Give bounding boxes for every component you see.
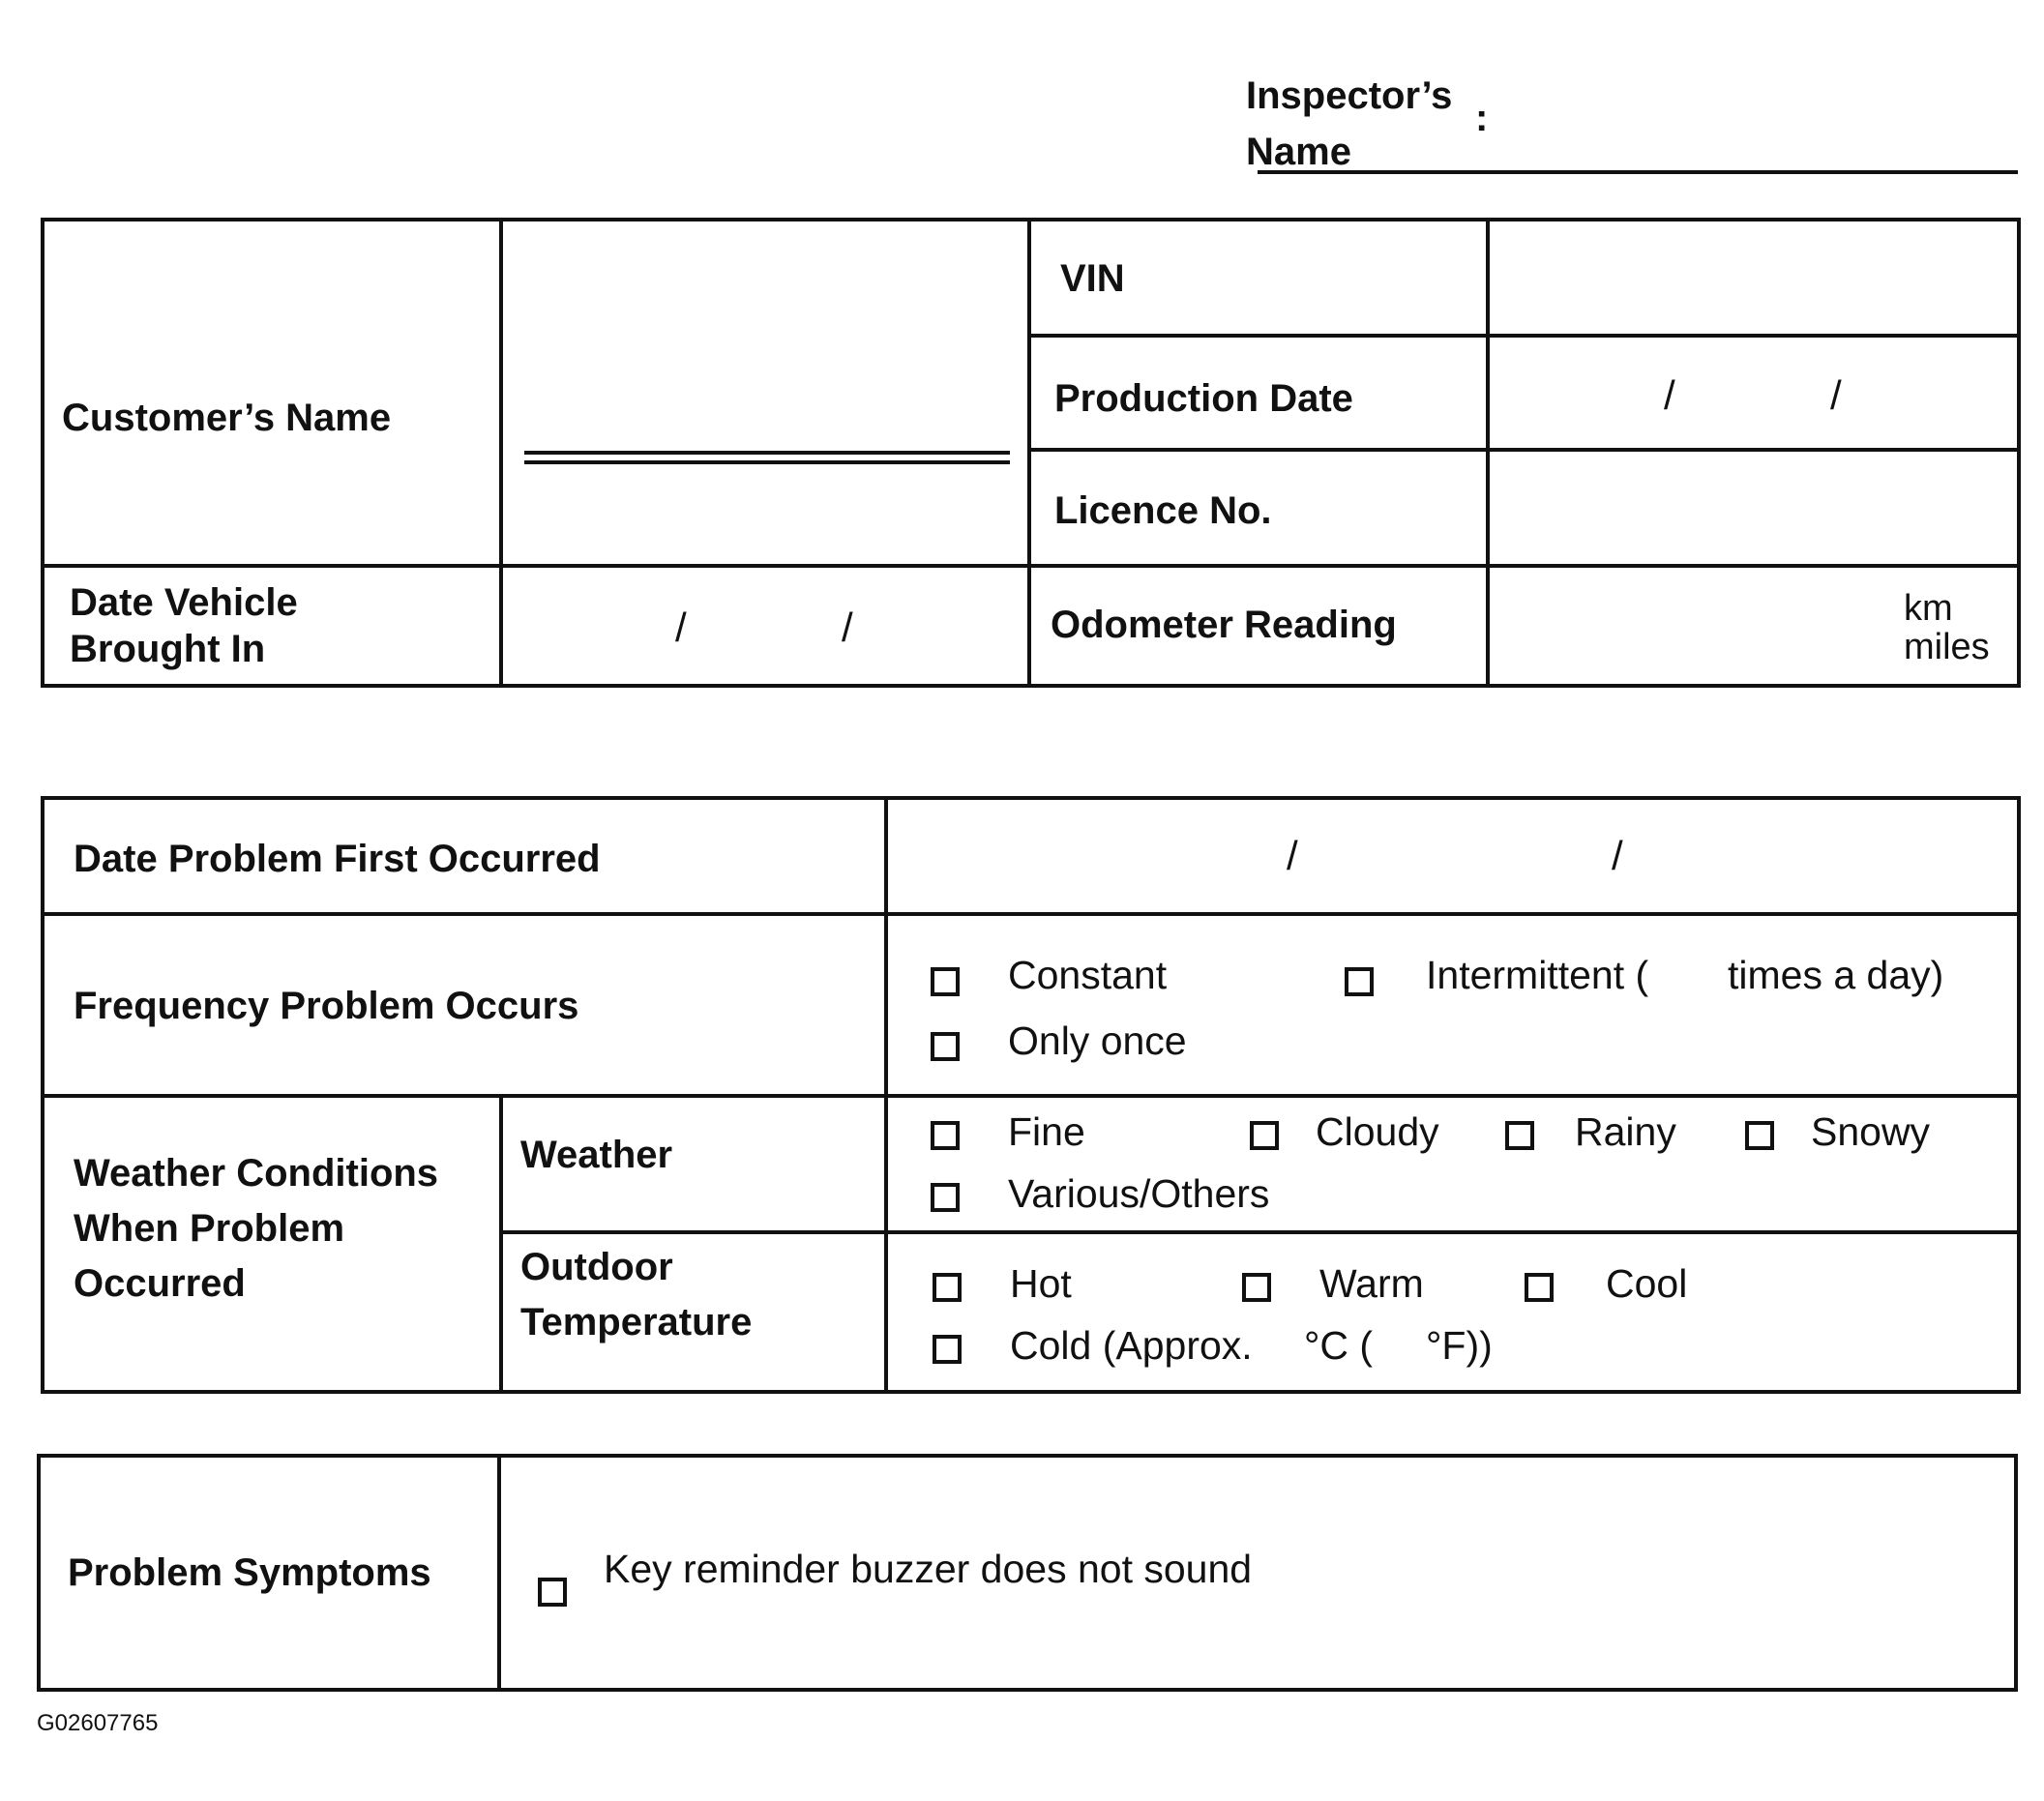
weather-options-cell (886, 1096, 2019, 1232)
frequency-label-cell (43, 914, 886, 1096)
odometer-label-cell (1029, 566, 1488, 686)
vin-label: VIN (1060, 257, 1125, 300)
unit-miles: miles (1904, 627, 1990, 667)
checkbox-cold[interactable] (933, 1335, 962, 1364)
customer-name-double-line (524, 451, 1010, 464)
temperature-label-cell (501, 1232, 886, 1392)
option-cold: Cold (Approx. (1010, 1323, 1253, 1368)
odometer-label: Odometer Reading (1051, 604, 1397, 646)
inspector-label (1246, 68, 1452, 180)
date-brought-in-line1: Date Vehicle (70, 581, 298, 624)
production-date-slash-2: / (1830, 372, 1842, 418)
date-brought-in-slash-2: / (842, 605, 853, 650)
date-first-slash-2: / (1612, 833, 1623, 878)
date-first-slash-1: / (1287, 833, 1298, 878)
option-deg-f: °F)) (1426, 1323, 1493, 1368)
inspector-name-field[interactable] (1258, 170, 2018, 174)
weather-conditions-line1: Weather Conditions (74, 1152, 439, 1195)
checkbox-cloudy[interactable] (1250, 1121, 1279, 1150)
option-times-a-day: times a day) (1728, 953, 1944, 997)
option-hot: Hot (1010, 1261, 1072, 1306)
inspector-label-line1: Inspector’s (1246, 74, 1453, 117)
date-brought-in-line2: Brought In (70, 628, 266, 670)
option-snowy: Snowy (1811, 1109, 1931, 1154)
option-key-reminder: Key reminder buzzer does not sound (604, 1547, 1253, 1591)
temperature-label-line1: Outdoor (520, 1246, 673, 1288)
vin-label-cell (1029, 220, 1488, 336)
temperature-options-cell (886, 1232, 2019, 1392)
inspector-label-line2: Name (1246, 131, 1351, 173)
customer-name-label-cell (43, 220, 501, 566)
symptoms-label-cell (39, 1456, 499, 1690)
checkbox-intermittent[interactable] (1345, 967, 1374, 996)
production-date-slash-1: / (1664, 372, 1675, 418)
weather-conditions-label (74, 1146, 438, 1312)
customer-name-field[interactable] (501, 220, 1029, 566)
symptoms-table (37, 1454, 2018, 1692)
symptoms-label: Problem Symptoms (68, 1551, 431, 1594)
option-intermittent: Intermittent ( (1426, 953, 1649, 997)
frequency-label: Frequency Problem Occurs (74, 985, 579, 1027)
date-first-label-cell (43, 798, 886, 914)
checkbox-constant[interactable] (931, 967, 960, 996)
option-fine: Fine (1008, 1109, 1085, 1154)
checkbox-rainy[interactable] (1505, 1121, 1534, 1150)
date-brought-in-field[interactable] (501, 566, 1029, 686)
odometer-field[interactable] (1488, 566, 2019, 686)
licence-label: Licence No. (1054, 489, 1272, 532)
option-constant: Constant (1008, 953, 1168, 997)
production-date-label-cell (1029, 336, 1488, 450)
option-only-once: Only once (1008, 1019, 1187, 1063)
checkbox-snowy[interactable] (1745, 1121, 1774, 1150)
option-rainy: Rainy (1575, 1109, 1676, 1154)
date-first-label: Date Problem First Occurred (74, 838, 601, 880)
option-cloudy: Cloudy (1316, 1109, 1439, 1154)
option-warm: Warm (1319, 1261, 1424, 1306)
checkbox-various[interactable] (931, 1183, 960, 1212)
production-date-field[interactable] (1488, 336, 2019, 450)
date-brought-in-label-cell (43, 566, 501, 686)
frequency-options-cell (886, 914, 2019, 1096)
checkbox-hot[interactable] (933, 1273, 962, 1302)
licence-label-cell (1029, 450, 1488, 566)
option-various: Various/Others (1008, 1171, 1270, 1216)
figure-id: G02607765 (37, 1710, 159, 1736)
checkbox-only-once[interactable] (931, 1032, 960, 1061)
date-brought-in-label (70, 579, 298, 672)
licence-field[interactable] (1488, 450, 2019, 566)
weather-conditions-line3: Occurred (74, 1262, 246, 1305)
option-cool: Cool (1606, 1261, 1688, 1306)
checkbox-fine[interactable] (931, 1121, 960, 1150)
date-first-field[interactable] (886, 798, 2019, 914)
weather-conditions-label-cell (43, 1096, 501, 1392)
date-brought-in-slash-1: / (675, 605, 687, 650)
temperature-label (520, 1240, 752, 1350)
inspector-colon: : (1475, 97, 1489, 139)
option-deg-c: °C ( (1304, 1323, 1374, 1368)
unit-km: km (1904, 588, 1953, 629)
customer-name-label: Customer’s Name (62, 397, 392, 439)
checkbox-key-reminder[interactable] (538, 1578, 567, 1607)
conditions-table (41, 796, 2021, 1394)
weather-label: Weather (520, 1134, 673, 1176)
weather-conditions-line2: When Problem (74, 1207, 345, 1250)
production-date-label: Production Date (1054, 377, 1353, 420)
vehicle-info-table (41, 218, 2021, 688)
checkbox-cool[interactable] (1525, 1273, 1554, 1302)
weather-label-cell (501, 1096, 886, 1232)
temperature-label-line2: Temperature (520, 1301, 753, 1343)
symptoms-options-cell (499, 1456, 2016, 1690)
checkbox-warm[interactable] (1242, 1273, 1271, 1302)
vin-field[interactable] (1488, 220, 2019, 336)
odometer-units (1904, 589, 1990, 666)
